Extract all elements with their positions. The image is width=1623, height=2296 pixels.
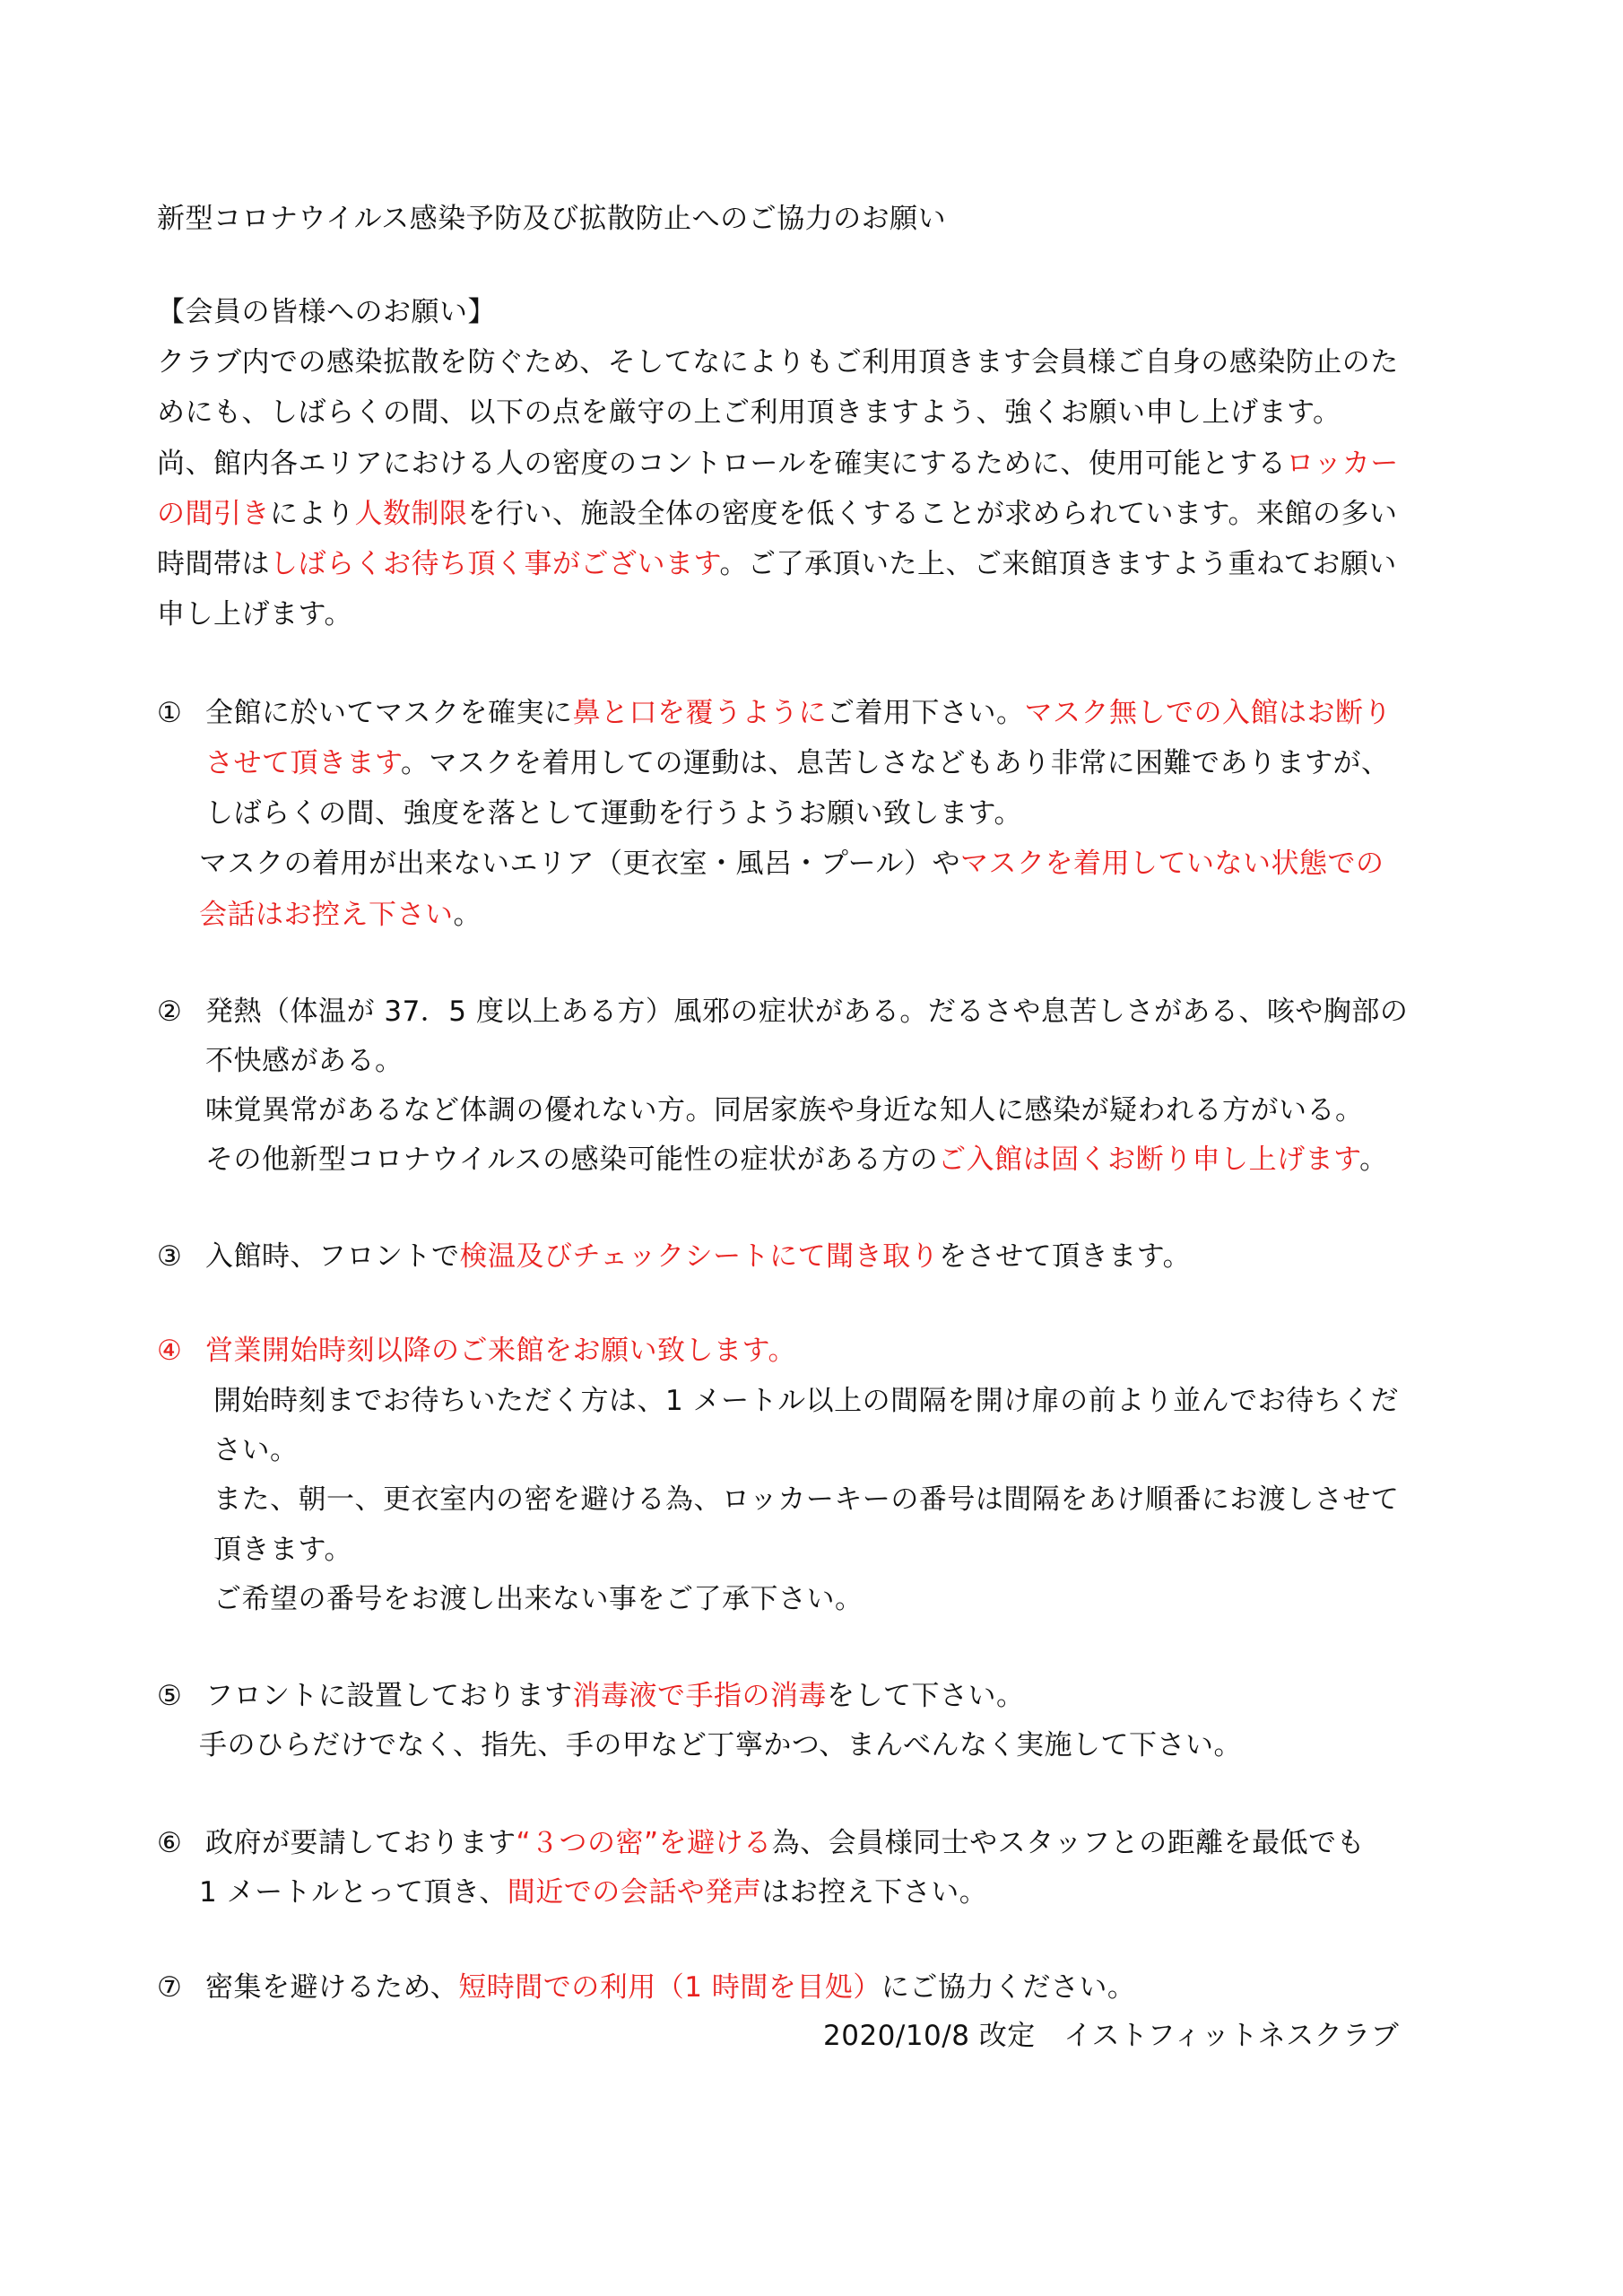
item-line bbox=[205, 796, 1022, 831]
item-line bbox=[205, 994, 1408, 1030]
text-segment: 時間帯は bbox=[157, 548, 270, 580]
text-segment: 不快感がある。 bbox=[205, 1045, 404, 1077]
text-segment: マスクの着用が出来ないエリア（更衣室・風呂・プール）や bbox=[199, 848, 960, 880]
text-segment: 密集を避けるため、 bbox=[205, 1971, 459, 2004]
item-number: ④ bbox=[157, 1335, 183, 1367]
text-segment: 入館時、フロントで bbox=[205, 1240, 460, 1273]
item-number: ① bbox=[157, 697, 183, 729]
text-segment: 申し上げます。 bbox=[157, 598, 353, 631]
highlighted-text: 会話はお控え下さい bbox=[199, 899, 454, 931]
item-line bbox=[205, 1092, 1364, 1128]
text-segment: めにも、しばらくの間、以下の点を厳守の上ご利用頂きますよう、強くお願い申し上げます。 bbox=[157, 396, 1341, 429]
text-segment: にご協力ください。 bbox=[881, 1971, 1136, 2004]
intro-line bbox=[157, 496, 1398, 532]
item-line bbox=[213, 1432, 299, 1468]
text-segment: ご着用下さい。 bbox=[827, 697, 1025, 729]
text-segment: 1 メートルとって頂き、 bbox=[199, 1876, 508, 1909]
item-line bbox=[205, 1239, 1191, 1274]
item-line bbox=[205, 1333, 796, 1369]
highlighted-text: 間近での会話や発声 bbox=[507, 1876, 762, 1909]
item-number: ⑥ bbox=[157, 1827, 183, 1859]
highlighted-text: 鼻と口を覆うように bbox=[572, 697, 827, 729]
item-line bbox=[213, 1532, 352, 1568]
text-segment: 全館に於いてマスクを確実に bbox=[205, 697, 573, 729]
text-segment: をして下さい。 bbox=[827, 1680, 1025, 1712]
intro-line bbox=[157, 446, 1399, 482]
intro-line bbox=[157, 596, 352, 632]
highlighted-text: 検温及びチェックシートにて聞き取り bbox=[459, 1240, 940, 1273]
text-segment: しばらくの間、強度を落として運動を行うようお願い致します。 bbox=[205, 797, 1023, 830]
item-number: ③ bbox=[157, 1240, 183, 1273]
item-line bbox=[205, 745, 1390, 781]
document-title: 新型コロナウイルス感染予防及び拡散防止へのご協力のお願い bbox=[157, 203, 947, 235]
highlighted-text: ロッカー bbox=[1286, 448, 1399, 480]
text-segment: 開始時刻までお待ちいただく方は、1 メートル以上の間隔を開け扉の前より並んでお待ちくだ bbox=[213, 1385, 1400, 1417]
highlighted-text: 人数制限 bbox=[354, 498, 468, 530]
highlighted-text: マスクを着用していない状態での bbox=[959, 848, 1384, 880]
highlighted-text: マスク無しでの入館はお断り bbox=[1024, 697, 1392, 729]
item-line bbox=[205, 1678, 1025, 1714]
item-line bbox=[205, 1825, 1365, 1861]
item-number: ⑦ bbox=[157, 1971, 183, 2004]
item-line bbox=[199, 846, 1384, 882]
highlighted-text: ご入館は固くお断り申し上げます bbox=[938, 1144, 1360, 1176]
item-line bbox=[213, 1581, 864, 1617]
intro-line bbox=[157, 546, 1397, 582]
item-line bbox=[205, 1043, 404, 1079]
highlighted-text: 消毒液で手指の消毒 bbox=[572, 1680, 827, 1712]
item-line bbox=[199, 1727, 1242, 1763]
text-segment: 。 bbox=[453, 899, 482, 931]
intro-line bbox=[157, 344, 1399, 380]
highlighted-text: させて頂きます bbox=[205, 747, 402, 779]
text-segment: 味覚異常があるなど体調の優れない方。同居家族や身近な知人に感染が疑われる方がいる。 bbox=[205, 1094, 1364, 1126]
item-number: ② bbox=[157, 996, 183, 1028]
item-number: ⑤ bbox=[157, 1680, 183, 1712]
text-segment: 。ご了承頂いた上、ご来館頂きますよう重ねてお願い bbox=[719, 548, 1397, 580]
text-segment: 。マスクを着用しての運動は、息苦しさなどもあり非常に困難でありますが、 bbox=[401, 747, 1390, 779]
text-segment: を行い、施設全体の密度を低くすることが求められています。来館の多い bbox=[467, 498, 1398, 530]
text-segment: 。 bbox=[1359, 1144, 1388, 1176]
text-segment: 為、会員様同士やスタッフとの距離を最低でも bbox=[771, 1827, 1366, 1859]
text-segment: ご希望の番号をお渡し出来ない事をご了承下さい。 bbox=[213, 1583, 864, 1615]
text-segment: はお控え下さい。 bbox=[761, 1876, 988, 1909]
highlighted-text: の間引き bbox=[157, 498, 270, 530]
item-line bbox=[213, 1383, 1399, 1419]
item-line bbox=[205, 1142, 1388, 1178]
text-segment: 頂きます。 bbox=[213, 1534, 353, 1566]
footer-revision-note: 2020/10/8 改定 イストフィットネスクラブ bbox=[823, 2020, 1400, 2052]
text-segment: 発熱（体温が 37．5 度以上ある方）風邪の症状がある。だるさや息苦しさがある、咳や胸部の bbox=[205, 996, 1409, 1028]
text-segment: また、朝一、更衣室内の密を避ける為、ロッカーキーの番号は間隔をあけ順番にお渡しさせて bbox=[213, 1483, 1400, 1516]
text-segment: その他新型コロナウイルスの感染可能性の症状がある方の bbox=[205, 1144, 939, 1176]
text-segment: をさせて頂きます。 bbox=[939, 1240, 1192, 1273]
text-segment: により bbox=[270, 498, 355, 530]
highlighted-text: 営業開始時刻以降のご来館をお願い致します。 bbox=[205, 1335, 797, 1367]
item-line bbox=[205, 1970, 1135, 2005]
text-segment: クラブ内での感染拡散を防ぐため、そしてなによりもご利用頂きます会員様ご自身の感染防止のた bbox=[157, 346, 1399, 378]
intro-heading: 【会員の皆様へのお願い】 bbox=[157, 296, 496, 328]
text-segment: フロントに設置しております bbox=[205, 1680, 573, 1712]
highlighted-text: しばらくお待ち頂く事がございます bbox=[270, 548, 720, 580]
item-line bbox=[213, 1482, 1399, 1518]
intro-line bbox=[157, 395, 1341, 430]
text-segment: 尚、館内各エリアにおける人の密度のコントロールを確実にするために、使用可能とする bbox=[157, 448, 1287, 480]
text-segment: 手のひらだけでなく、指先、手の甲など丁寧かつ、まんべんなく実施して下さい。 bbox=[199, 1729, 1243, 1761]
item-line bbox=[199, 1874, 987, 1910]
highlighted-text: 短時間での利用（1 時間を目処） bbox=[458, 1971, 881, 2004]
highlighted-text: “３つの密”を避ける bbox=[516, 1827, 772, 1859]
item-line bbox=[205, 695, 1392, 731]
item-line bbox=[199, 897, 482, 933]
text-segment: さい。 bbox=[213, 1434, 299, 1466]
text-segment: 政府が要請しております bbox=[205, 1827, 516, 1859]
